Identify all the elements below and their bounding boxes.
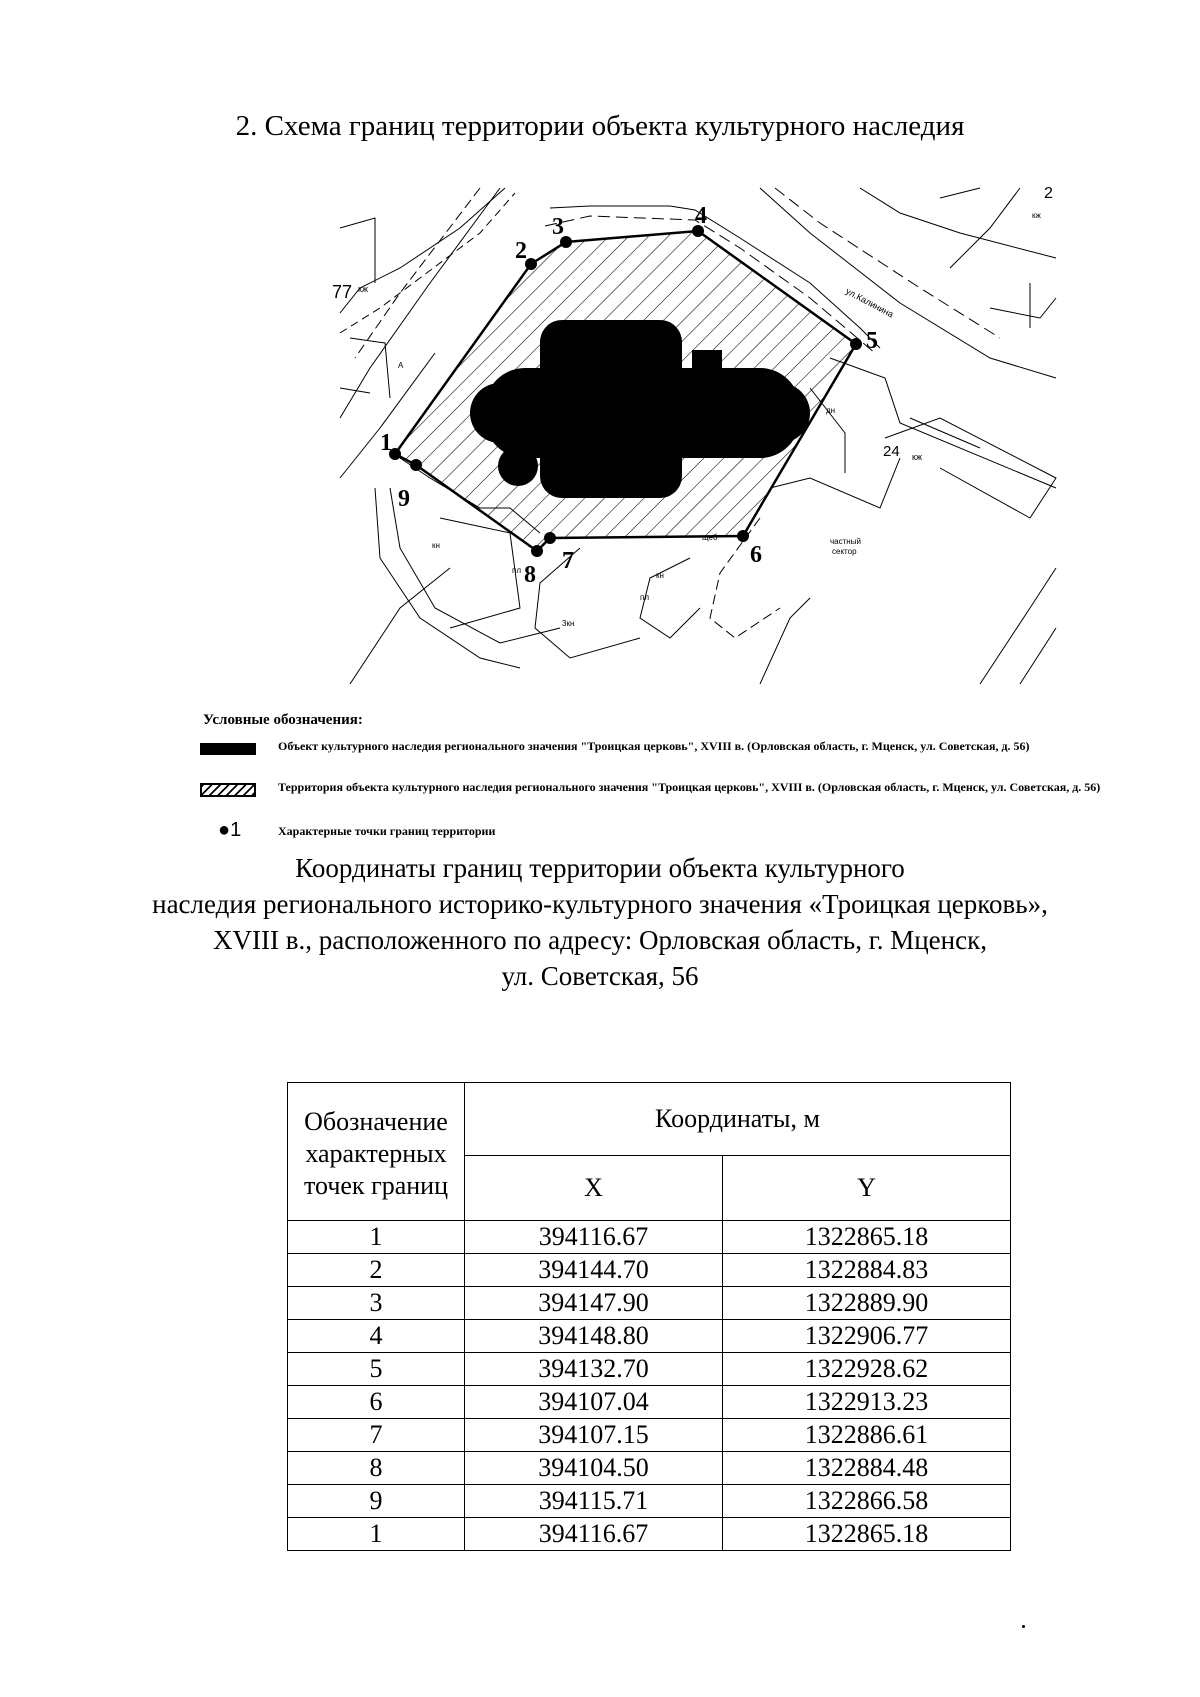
area-label: кн bbox=[432, 541, 440, 550]
cell-point: 4 bbox=[288, 1320, 465, 1353]
table-row bbox=[288, 1353, 1011, 1386]
legend-item-object bbox=[200, 738, 1160, 778]
boundary-point bbox=[737, 530, 749, 542]
cell-x: 394107.04 bbox=[465, 1386, 723, 1419]
cell-x: 394115.71 bbox=[465, 1485, 723, 1518]
cell-point: 8 bbox=[288, 1452, 465, 1485]
table-row bbox=[288, 1221, 1011, 1254]
heading-line: наследия регионального историко-культурного значения «Троицкая церковь», bbox=[152, 889, 1048, 919]
table-row bbox=[288, 1287, 1011, 1320]
legend-text: Объект культурного наследия регионального значения "Троицкая церковь", XVIII в. (Орловская область, г. Мценск, ул. Советская, д. 56) bbox=[278, 739, 1030, 753]
heading-line: XVIII в., расположенного по адресу: Орловская область, г. Мценск, bbox=[213, 925, 987, 955]
table-row bbox=[288, 1452, 1011, 1485]
cell-x: 394147.90 bbox=[465, 1287, 723, 1320]
cell-x: 394144.70 bbox=[465, 1254, 723, 1287]
cell-x: 394107.15 bbox=[465, 1419, 723, 1452]
house-type: кж bbox=[358, 284, 368, 294]
cell-point: 6 bbox=[288, 1386, 465, 1419]
legend-item-point bbox=[200, 820, 1160, 844]
cell-point: 5 bbox=[288, 1353, 465, 1386]
cell-y: 1322884.48 bbox=[722, 1452, 1010, 1485]
boundary-point bbox=[410, 459, 422, 471]
boundary-scheme-map bbox=[332, 185, 1056, 684]
area-label: 3кн bbox=[562, 619, 575, 628]
cell-y: 1322913.23 bbox=[722, 1386, 1010, 1419]
boundary-point bbox=[850, 338, 862, 350]
table-row bbox=[288, 1386, 1011, 1419]
area-label: кн bbox=[656, 571, 664, 580]
point-label: 8 bbox=[524, 562, 536, 588]
table-row bbox=[288, 1254, 1011, 1287]
heading-line: Координаты границ территории объекта культурного bbox=[295, 853, 905, 883]
table-row bbox=[288, 1320, 1011, 1353]
legend-text: Характерные точки границ территории bbox=[278, 824, 496, 838]
table-row bbox=[288, 1485, 1011, 1518]
cell-point: 7 bbox=[288, 1419, 465, 1452]
area-label: сектор bbox=[832, 547, 857, 556]
legend-item-territory bbox=[200, 779, 1160, 819]
heading-line: ул. Советская, 56 bbox=[501, 961, 699, 991]
house-number: 24 bbox=[883, 443, 900, 460]
cell-x: 394104.50 bbox=[465, 1452, 723, 1485]
street-label: ул.Калинина bbox=[844, 285, 896, 320]
cell-point: 3 bbox=[288, 1287, 465, 1320]
header-point: Обозначение характерных точек границ bbox=[288, 1083, 465, 1221]
cell-point: 9 bbox=[288, 1485, 465, 1518]
cell-x: 394132.70 bbox=[465, 1353, 723, 1386]
cell-x: 394116.67 bbox=[465, 1221, 723, 1254]
point-label: 6 bbox=[750, 542, 762, 568]
coordinates-table bbox=[287, 1082, 1011, 1551]
table-row bbox=[288, 1419, 1011, 1452]
cell-x: 394148.80 bbox=[465, 1320, 723, 1353]
header-x: X bbox=[465, 1156, 723, 1221]
cell-y: 1322865.18 bbox=[722, 1518, 1010, 1551]
area-label: пл bbox=[512, 566, 521, 575]
house-type: кж bbox=[1032, 211, 1041, 220]
boundary-point bbox=[544, 532, 556, 544]
cell-y: 1322889.90 bbox=[722, 1287, 1010, 1320]
area-label: А bbox=[398, 361, 404, 370]
cell-y: 1322886.61 bbox=[722, 1419, 1010, 1452]
cell-y: 1322866.58 bbox=[722, 1485, 1010, 1518]
header-coordinates: Координаты, м bbox=[465, 1083, 1011, 1156]
point-label: 2 bbox=[515, 238, 527, 264]
scan-speck bbox=[1022, 1625, 1025, 1628]
point-label: 1 bbox=[380, 430, 392, 456]
cell-x: 394116.67 bbox=[465, 1518, 723, 1551]
cell-point: 2 bbox=[288, 1254, 465, 1287]
house-number: 2 bbox=[1044, 185, 1053, 202]
area-label: щеб bbox=[702, 533, 718, 542]
boundary-point bbox=[531, 545, 543, 557]
house-number: 77 bbox=[332, 282, 353, 302]
legend-title: Условные обозначения: bbox=[203, 712, 363, 728]
cell-y: 1322928.62 bbox=[722, 1353, 1010, 1386]
point-label: 3 bbox=[552, 214, 564, 240]
legend-symbol-hatched bbox=[200, 783, 256, 797]
point-label: 9 bbox=[398, 486, 410, 512]
cell-y: 1322865.18 bbox=[722, 1221, 1010, 1254]
cell-y: 1322884.83 bbox=[722, 1254, 1010, 1287]
cell-point: 1 bbox=[288, 1221, 465, 1254]
legend-symbol-point: ●1 bbox=[218, 819, 242, 841]
cell-point: 1 bbox=[288, 1518, 465, 1551]
area-label: пл bbox=[640, 593, 649, 602]
header-y: Y bbox=[722, 1156, 1010, 1221]
legend-text: Территория объекта культурного наследия регионального значения "Троицкая церковь", XVIII в. (Орловская область, г. Мценск, ул. Советская, д. 56) bbox=[278, 780, 1101, 794]
area-label: дн bbox=[826, 406, 836, 415]
point-label: 4 bbox=[695, 203, 707, 229]
point-label: 7 bbox=[562, 548, 574, 574]
table-row bbox=[288, 1518, 1011, 1551]
legend-symbol-solid bbox=[200, 743, 256, 755]
section-title: 2. Схема границ территории объекта культурного наследия bbox=[235, 110, 965, 142]
area-label: частный bbox=[830, 537, 861, 546]
point-label: 5 bbox=[866, 328, 878, 354]
cell-y: 1322906.77 bbox=[722, 1320, 1010, 1353]
house-type: кж bbox=[912, 452, 922, 462]
coordinates-heading bbox=[0, 850, 1200, 994]
